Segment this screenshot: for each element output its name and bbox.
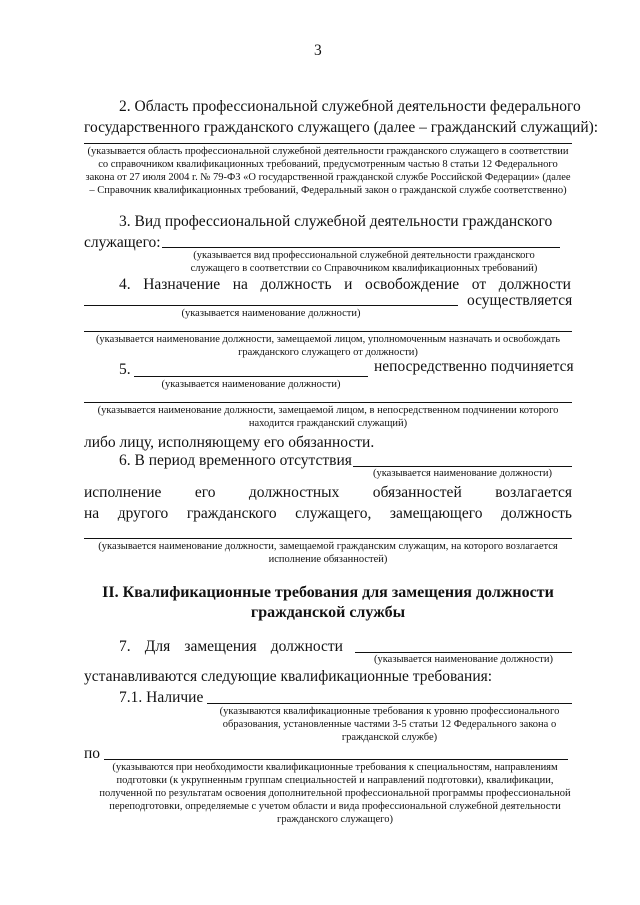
- item7-note1: (указывается наименование должности): [373, 654, 554, 665]
- item6-line1: 6. В период временного отсутствия: [119, 452, 352, 469]
- item4-fill-line-2: [84, 331, 572, 332]
- item6-line2: исполнение его должностных обязанностей возлагается: [84, 484, 572, 501]
- po-note: (указываются при необходимости квалификационные требования к специальностям, направлениям подготовки (к укрупненным группам специальностей и направлений подготовки), квалификации, полученной по результатам освоения дополнительной профессиональной программы профессиональной переподготовки, определяемые с учетом области и вида профессиональной служебной деятельности гражданского служащего): [99, 762, 571, 825]
- item5-fill-line: [134, 376, 368, 377]
- item5-note2: (указывается наименование должности, замещаемой лицом, в непосредственном подчинении которого находится гражданский служащий): [97, 405, 559, 429]
- item4-line2-end: осуществляется: [467, 292, 573, 309]
- item5-number: 5.: [119, 361, 131, 378]
- item2-fill-line: [84, 143, 572, 144]
- item6-note1: (указывается наименование должности): [372, 468, 553, 479]
- item6-line3: на другого гражданского служащего, замещающего должность: [84, 505, 572, 522]
- item6-fill-line-2: [84, 538, 572, 539]
- item3-fill-line: [162, 247, 560, 248]
- item7-line2: устанавливаются следующие квалификационные требования:: [84, 668, 493, 685]
- item3-line2: служащего:: [84, 234, 161, 251]
- item71-label: 7.1. Наличие: [119, 689, 204, 706]
- po-label: по: [84, 745, 101, 762]
- item6-note2: (указывается наименование должности, замещаемой гражданским служащим, на которого возлагается исполнение обязанностей): [98, 541, 558, 565]
- item5-text: непосредственно подчиняется: [374, 358, 574, 375]
- item3-note: (указывается вид профессиональной служебной деятельности гражданского служащего в соответствии со Справочником квалификационных требований): [190, 250, 538, 274]
- po-fill-line: [104, 759, 568, 760]
- item4-fill-line-1: [84, 305, 458, 306]
- item4-note1: (указывается наименование должности): [181, 308, 361, 319]
- item4-line1: 4. Назначение на должность и освобождение от должности: [119, 276, 571, 293]
- item4-note2: (указывается наименование должности, замещаемой лицом, уполномоченным назначать и освобождать гражданского служащего от должности): [95, 334, 561, 358]
- item3-line1: 3. Вид профессиональной служебной деятельности гражданского: [119, 213, 553, 230]
- item71-fill-line: [207, 703, 572, 704]
- page-number: 3: [314, 42, 322, 59]
- item5-note1: (указывается наименование должности): [161, 379, 341, 390]
- section-title-line1: II. Квалификационные требования для замещения должности: [102, 584, 554, 601]
- item71-note: (указываются квалификационные требования к уровню профессионального образования, установленные частями 3-5 статьи 12 Федерального закона о гражданской службе): [219, 706, 560, 743]
- item5-fill-line-2: [84, 402, 572, 403]
- section-title-line2: гражданской службы: [250, 604, 406, 621]
- item5-line3: либо лицу, исполняющему его обязанности.: [84, 434, 375, 451]
- item2-line1: 2. Область профессиональной служебной деятельности федерального: [119, 98, 581, 115]
- item7-line1: 7. Для замещения должности: [119, 638, 343, 655]
- item2-note: (указывается область профессиональной служебной деятельности гражданского служащего в соответствии со справочником квалификационных требований, предусмотренным частью 8 статьи 12 Федерального закона от 27 июля 2004 г. № 79-ФЗ «О государственной гражданской службе Российской Федерации» (далее – Справочник квалификационных требований, Федеральный закон о гражданской службе соответственно): [85, 146, 571, 196]
- item2-line2: государственного гражданского служащего (далее – гражданский служащий):: [84, 119, 599, 136]
